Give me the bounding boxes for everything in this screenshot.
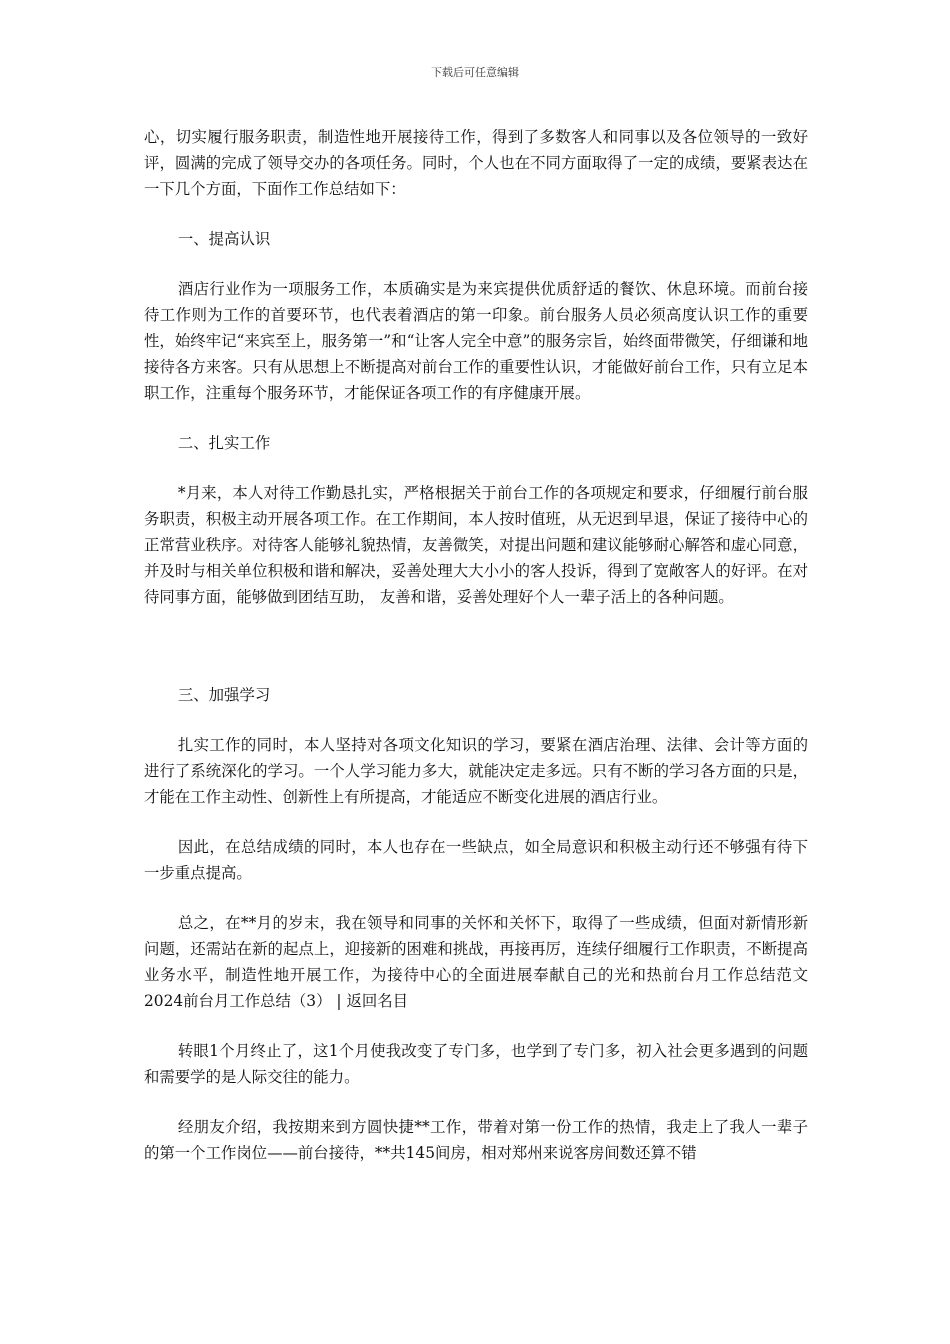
section-heading-1: 一、提高认识 — [177, 230, 271, 248]
paragraph-section-1: 酒店行业作为一项服务工作，本质确实是为来宾提供优质舒适的餐饮、休息环境。而前台接待工作则为工作的首要环节，也代表着酒店的第一印象。前台服务人员必须高度认识工作的重要性，始终牢记“来宾至上，服务第一”和“让客人完全中意”的服务宗旨，始终面带微笑，仔细谦和地接待各方来客。只有从思想上不断提高对前台工作的重要性认识，才能做好前台工作，只有立足本职工作，注重每个服务环节，才能保证各项工作的有序健康开展。 — [144, 280, 808, 402]
section-heading-3: 三、加强学习 — [177, 686, 271, 704]
page-header: 下载后可任意编辑 — [431, 66, 519, 79]
paragraph-month-summary: 转眼1个月终止了，这1个月使我改变了专门多，也学到了专门多，初入社会更多遇到的问题和需要学的是人际交往的能力。 — [144, 1042, 808, 1086]
document-body — [144, 124, 808, 1166]
paragraph-intro: 心，切实履行服务职责，制造性地开展接待工作，得到了多数客人和同事以及各位领导的一致好评，圆满的完成了领导交办的各项任务。同时，个人也在不同方面取得了一定的成绩，要紧表达在一下几个方面，下面作工作总结如下： — [144, 128, 808, 198]
paragraph-first-job: 经朋友介绍，我按期来到方圆快捷**工作，带着对第一份工作的热情，我走上了我人一辈子的第一个工作岗位——前台接待，**共145间房，相对郑州来说客房间数还算不错 — [144, 1118, 808, 1162]
paragraph-section-3: 扎实工作的同时，本人坚持对各项文化知识的学习，要紧在酒店治理、法律、会计等方面的进行了系统深化的学习。一个人学习能力多大，就能决定走多远。只有不断的学习各方面的只是，才能在工作主动性、创新性上有所提高，才能适应不断变化进展的酒店行业。 — [144, 736, 808, 806]
paragraph-conclusion: 总之，在**月的岁末，我在领导和同事的关怀和关怀下，取得了一些成绩，但面对新情形新问题，还需站在新的起点上，迎接新的困难和挑战，再接再厉，连续仔细履行工作职责，不断提高业务水平，制造性地开展工作，为接待中心的全面进展奉献自己的光和热前台月工作总结范文2024前台月工作总结（3） | 返回名目 — [144, 914, 808, 1010]
section-heading-2: 二、扎实工作 — [177, 434, 271, 452]
paragraph-shortcomings: 因此，在总结成绩的同时，本人也存在一些缺点，如全局意识和积极主动行还不够强有待下一步重点提高。 — [144, 838, 808, 882]
paragraph-section-2: *月来，本人对待工作勤恳扎实，严格根据关于前台工作的各项规定和要求，仔细履行前台服务职责，积极主动开展各项工作。在工作期间，本人按时值班，从无迟到早退，保证了接待中心的正常营业秩序。对待客人能够礼貌热情，友善微笑，对提出问题和建议能够耐心解答和虚心同意，并及时与相关单位积极和谐和解决，妥善处理大大小小的客人投诉，得到了宽敞客人的好评。在对待同事方面，能够做到团结互助， 友善和谐，妥善处理好个人一辈子活上的各种问题。 — [144, 484, 808, 606]
